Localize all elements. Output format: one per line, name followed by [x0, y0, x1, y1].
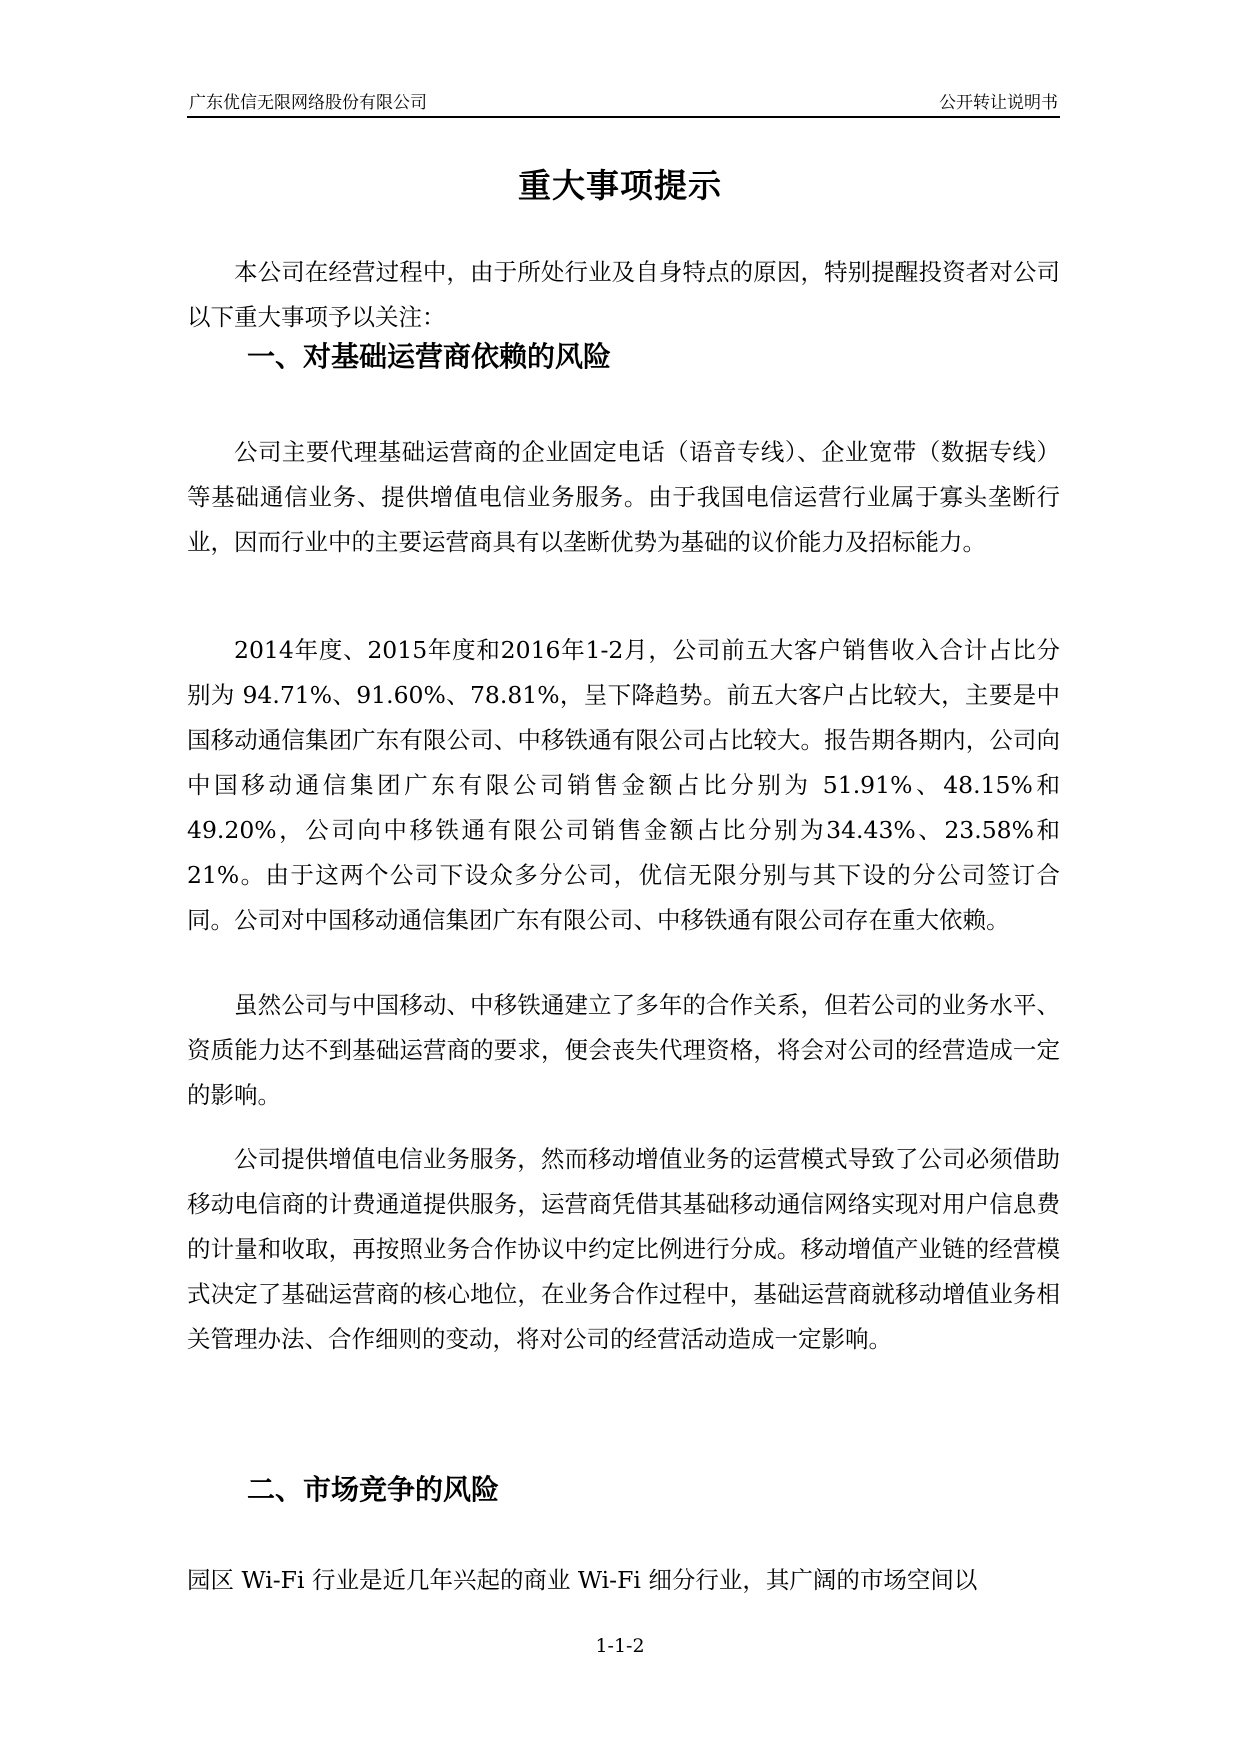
section-1-paragraph-2: 2014年度、2015年度和2016年1-2月，公司前五大客户销售收入合计占比分别为 94.71%、91.60%、78.81%，呈下降趋势。前五大客户占比较大，主要是中国移动通信集团广东有限公司、中移铁通有限公司占比较大。报告期各期内，公司向中国移动通信集团广东有限公司销售金额占比分别为 51.91%、48.15%和 49.20%，公司向中移铁通有限公司销售金额占比分别为34.43%、23.58%和21%。由于这两个公司下设众多分公司，优信无限分别与其下设的分公司签订合同。公司对中国移动通信集团广东有限公司、中移铁通有限公司存在重大依赖。	[187, 636, 1060, 934]
section-2-paragraph-1: 园区 Wi-Fi 行业是近几年兴起的商业 Wi-Fi 细分行业，其广阔的市场空间以	[187, 1566, 978, 1594]
header-document-type: 公开转让说明书	[939, 93, 1058, 113]
page-title: 重大事项提示	[518, 166, 722, 205]
page-number: 1-1-2	[595, 1635, 645, 1657]
section-1-body-d	[187, 1137, 1060, 1362]
header-company-name: 广东优信无限网络股份有限公司	[189, 93, 427, 113]
section-1-body-b	[187, 628, 1060, 943]
section-1-heading: 一、对基础运营商依赖的风险	[247, 340, 612, 373]
section-1-paragraph-4: 公司提供增值电信业务服务，然而移动增值业务的运营模式导致了公司必须借助移动电信商的计费通道提供服务，运营商凭借其基础移动通信网络实现对用户信息费的计量和收取，再按照业务合作协议中约定比例进行分成。移动增值产业链的经营模式决定了基础运营商的核心地位，在业务合作过程中，基础运营商就移动增值业务相关管理办法、合作细则的变动，将对公司的经营活动造成一定影响。	[187, 1145, 1060, 1353]
section-2-heading-block	[187, 1470, 1060, 1510]
section-2-body-a	[187, 1558, 1060, 1603]
section-1-heading-block	[187, 337, 1060, 377]
section-1-paragraph-1: 公司主要代理基础运营商的企业固定电话（语音专线）、企业宽带（数据专线）等基础通信业务、提供增值电信业务服务。由于我国电信运营行业属于寡头垄断行业，因而行业中的主要运营商具有以垄断优势为基础的议价能力及招标能力。	[187, 438, 1060, 556]
page-header	[187, 86, 1060, 118]
body-section-intro	[187, 250, 1060, 340]
section-1-paragraph-3: 虽然公司与中国移动、中移铁通建立了多年的合作关系，但若公司的业务水平、资质能力达不到基础运营商的要求，便会丧失代理资格，将会对公司的经营造成一定的影响。	[187, 991, 1060, 1109]
section-1-body-c	[187, 983, 1060, 1118]
intro-paragraph: 本公司在经营过程中，由于所处行业及自身特点的原因，特别提醒投资者对公司以下重大事项予以关注：	[187, 258, 1060, 331]
section-2-heading: 二、市场竞争的风险	[247, 1473, 500, 1506]
section-1-body-a	[187, 430, 1060, 565]
